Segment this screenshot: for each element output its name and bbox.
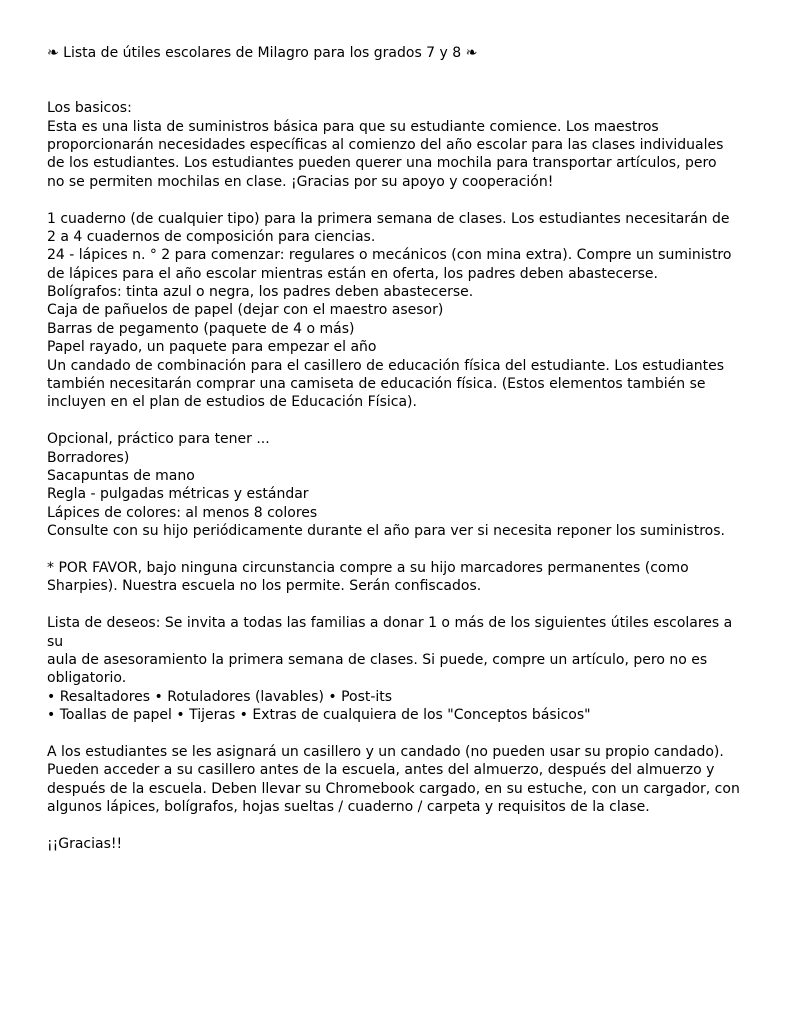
basics-item-line: 2 a 4 cuadernos de composición para ciencias.	[47, 228, 376, 245]
lockers-line: Pueden acceder a su casillero antes de la escuela, antes del almuerzo, después del almuerzo y	[47, 762, 715, 779]
spacer	[47, 596, 755, 614]
basics-item-line: incluyen en el plan de estudios de Educación Física).	[47, 394, 417, 411]
optional-item-line: Sacapuntas de mano	[47, 468, 195, 484]
optional-item-line: Regla - pulgadas métricas y estándar	[47, 486, 309, 503]
basics-intro-line: de los estudiantes. Los estudiantes pueden querer una mochila para transportar artículos, pero	[47, 155, 717, 172]
basics-item-line: 24 - lápices n. ° 2 para comenzar: regulares o mecánicos (con mina extra). Compre un suministro	[47, 247, 732, 264]
basics-item-line: 1 cuaderno (de cualquier tipo) para la primera semana de clases. Los estudiantes necesitarán de	[47, 210, 730, 227]
optional-heading: Opcional, práctico para tener ...	[47, 431, 270, 448]
spacer	[47, 541, 755, 559]
basics-item-line: de lápices para el año escolar mientras están en oferta, los padres deben abastecerse.	[47, 265, 658, 282]
basics-heading: Los basicos:	[47, 100, 132, 117]
wishlist-line: • Resaltadores • Rotuladores (lavables) • Post-its	[47, 688, 393, 705]
warning-line: * POR FAVOR, bajo ninguna circunstancia compre a su hijo marcadores permanentes (como	[47, 559, 689, 576]
wishlist-line: aula de asesoramiento la primera semana de clases. Si puede, compre un artículo, pero no es	[47, 651, 708, 668]
optional-item-line: Borradores)	[47, 449, 130, 466]
document-title: ❧ Lista de útiles escolares de Milagro para los grados 7 y 8 ❧	[47, 45, 478, 61]
wishlist-line: obligatorio.	[47, 670, 127, 687]
wishlist-line: • Toallas de papel • Tijeras • Extras de cualquiera de los "Conceptos básicos"	[47, 707, 591, 724]
spacer	[47, 816, 755, 834]
basics-intro-line: proporcionarán necesidades específicas al comienzo del año escolar para las clases individuales	[47, 136, 724, 153]
closing-text: ¡¡Gracias!!	[47, 835, 123, 852]
wishlist-line: su	[47, 633, 64, 650]
basics-item-line: Barras de pegamento (paquete de 4 o más)	[47, 320, 355, 337]
optional-item-line: Lápices de colores: al menos 8 colores	[47, 504, 318, 521]
basics-item-line: Papel rayado, un paquete para empezar el año	[47, 339, 377, 356]
basics-item-line: Caja de pañuelos de papel (dejar con el maestro asesor)	[47, 302, 444, 319]
basics-item-line: también necesitarán comprar una camiseta de educación física. (Estos elementos también se	[47, 376, 706, 393]
basics-item-line: Bolígrafos: tinta azul o negra, los padres deben abastecerse.	[47, 284, 474, 301]
basics-item-line: Un candado de combinación para el casillero de educación física del estudiante. Los estudiantes	[47, 357, 725, 374]
basics-intro-line: no se permiten mochilas en clase. ¡Gracias por su apoyo y cooperación!	[47, 173, 554, 190]
wishlist-line: Lista de deseos: Se invita a todas las familias a donar 1 o más de los siguientes útiles escolares a	[47, 615, 733, 632]
lockers-line: después de la escuela. Deben llevar su Chromebook cargado, en su estuche, con un cargador, con	[47, 780, 740, 797]
spacer	[47, 191, 755, 209]
optional-item-line: Consulte con su hijo periódicamente durante el año para ver si necesita reponer los suministros.	[47, 523, 725, 540]
spacer	[47, 62, 755, 99]
spacer	[47, 412, 755, 430]
warning-line: Sharpies). Nuestra escuela no los permite. Serán confiscados.	[47, 578, 482, 595]
lockers-line: A los estudiantes se les asignará un casillero y un candado (no pueden usar su propio candado).	[47, 743, 724, 760]
document-page	[47, 44, 755, 853]
spacer	[47, 724, 755, 742]
basics-intro-line: Esta es una lista de suministros básica para que su estudiante comience. Los maestros	[47, 118, 659, 135]
lockers-line: algunos lápices, bolígrafos, hojas sueltas / cuaderno / carpeta y requisitos de la clase.	[47, 799, 650, 816]
